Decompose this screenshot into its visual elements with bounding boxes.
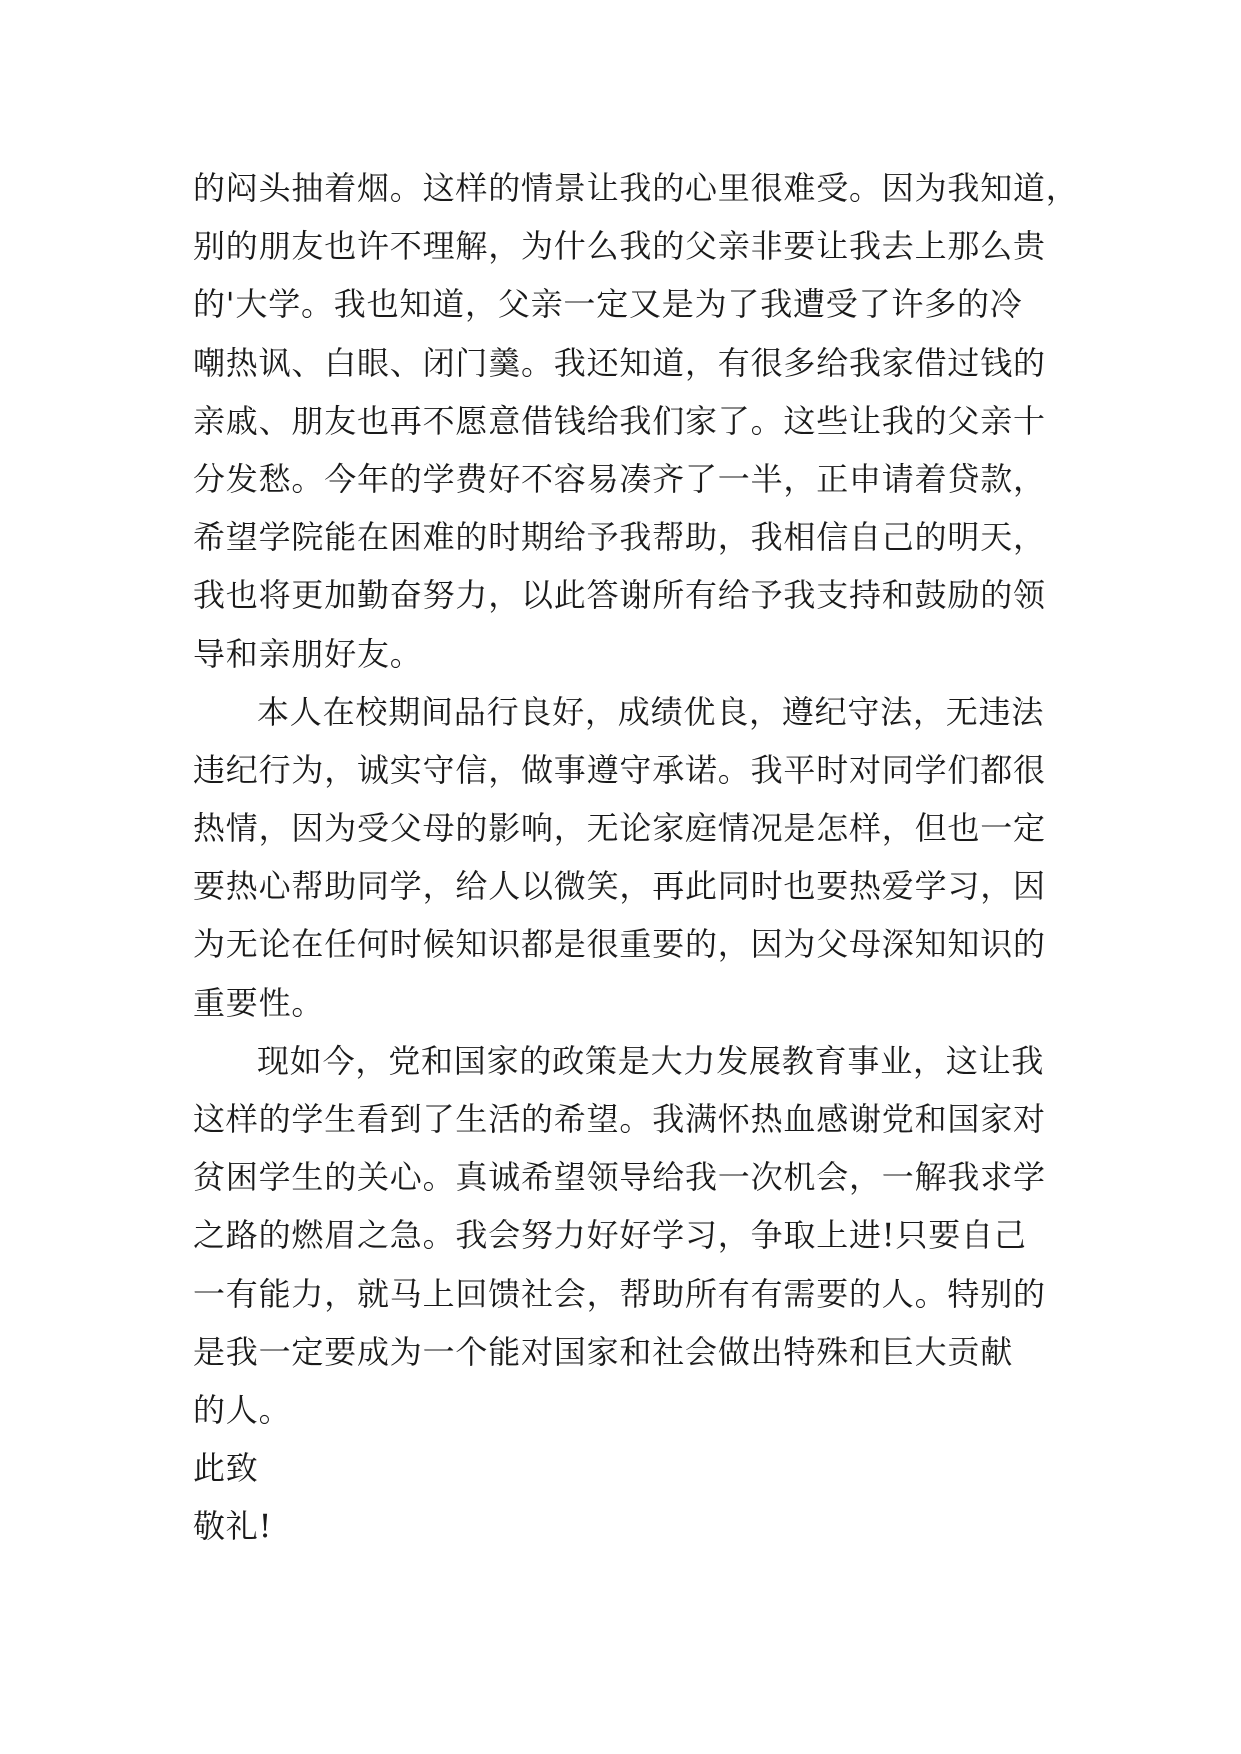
closing-salutation: 此致 — [193, 1449, 259, 1488]
text-line: 重要性。 — [193, 983, 325, 1022]
text-line: 热情，因为受父母的影响，无论家庭情况是怎样，但也一定 — [193, 809, 1046, 848]
closing-regards: 敬礼! — [193, 1507, 273, 1546]
paragraph-first-line: 本人在校期间品行良好，成绩优良，遵纪守法，无违法 — [257, 692, 1045, 731]
text-line: 希望学院能在困难的时期给予我帮助，我相信自己的明天， — [193, 518, 1046, 557]
text-line: 我也将更加勤奋努力，以此答谢所有给予我支持和鼓励的领 — [193, 576, 1046, 615]
text-line: 贫困学生的关心。真诚希望领导给我一次机会，一解我求学 — [193, 1158, 1046, 1197]
text-line: 导和亲朋好友。 — [193, 634, 423, 673]
text-line: 之路的燃眉之急。我会努力好好学习，争取上进!只要自己 — [193, 1216, 1027, 1255]
text-line: 的闷头抽着烟。这样的情景让我的心里很难受。因为我知道， — [193, 169, 1079, 207]
text-line: 别的朋友也许不理解，为什么我的父亲非要让我去上那么贵 — [193, 227, 1046, 266]
paragraph-first-line: 现如今，党和国家的政策是大力发展教育事业，这让我 — [257, 1041, 1045, 1080]
text-line: 违纪行为，诚实守信，做事遵守承诺。我平时对同学们都很 — [193, 750, 1046, 789]
text-line: 是我一定要成为一个能对国家和社会做出特殊和巨大贡献 — [193, 1332, 1014, 1371]
text-line: 的人。 — [193, 1390, 292, 1429]
text-line: 要热心帮助同学，给人以微笑，再此同时也要热爱学习，因 — [193, 867, 1046, 906]
text-line: 这样的学生看到了生活的希望。我满怀热血感谢党和国家对 — [193, 1100, 1046, 1138]
letter-body — [193, 159, 1079, 1556]
text-line: 一有能力，就马上回馈社会，帮助所有有需要的人。特别的 — [193, 1274, 1046, 1313]
text-line: 亲戚、朋友也再不愿意借钱给我们家了。这些让我的父亲十 — [193, 401, 1046, 440]
text-line: 嘲热讽、白眼、闭门羹。我还知道，有很多给我家借过钱的 — [193, 343, 1046, 382]
text-line: 的'大学。我也知道，父亲一定又是为了我遭受了许多的冷 — [193, 285, 1023, 324]
text-line: 为无论在任何时候知识都是很重要的，因为父母深知知识的 — [193, 925, 1046, 964]
text-line: 分发愁。今年的学费好不容易凑齐了一半，正申请着贷款， — [193, 459, 1046, 498]
